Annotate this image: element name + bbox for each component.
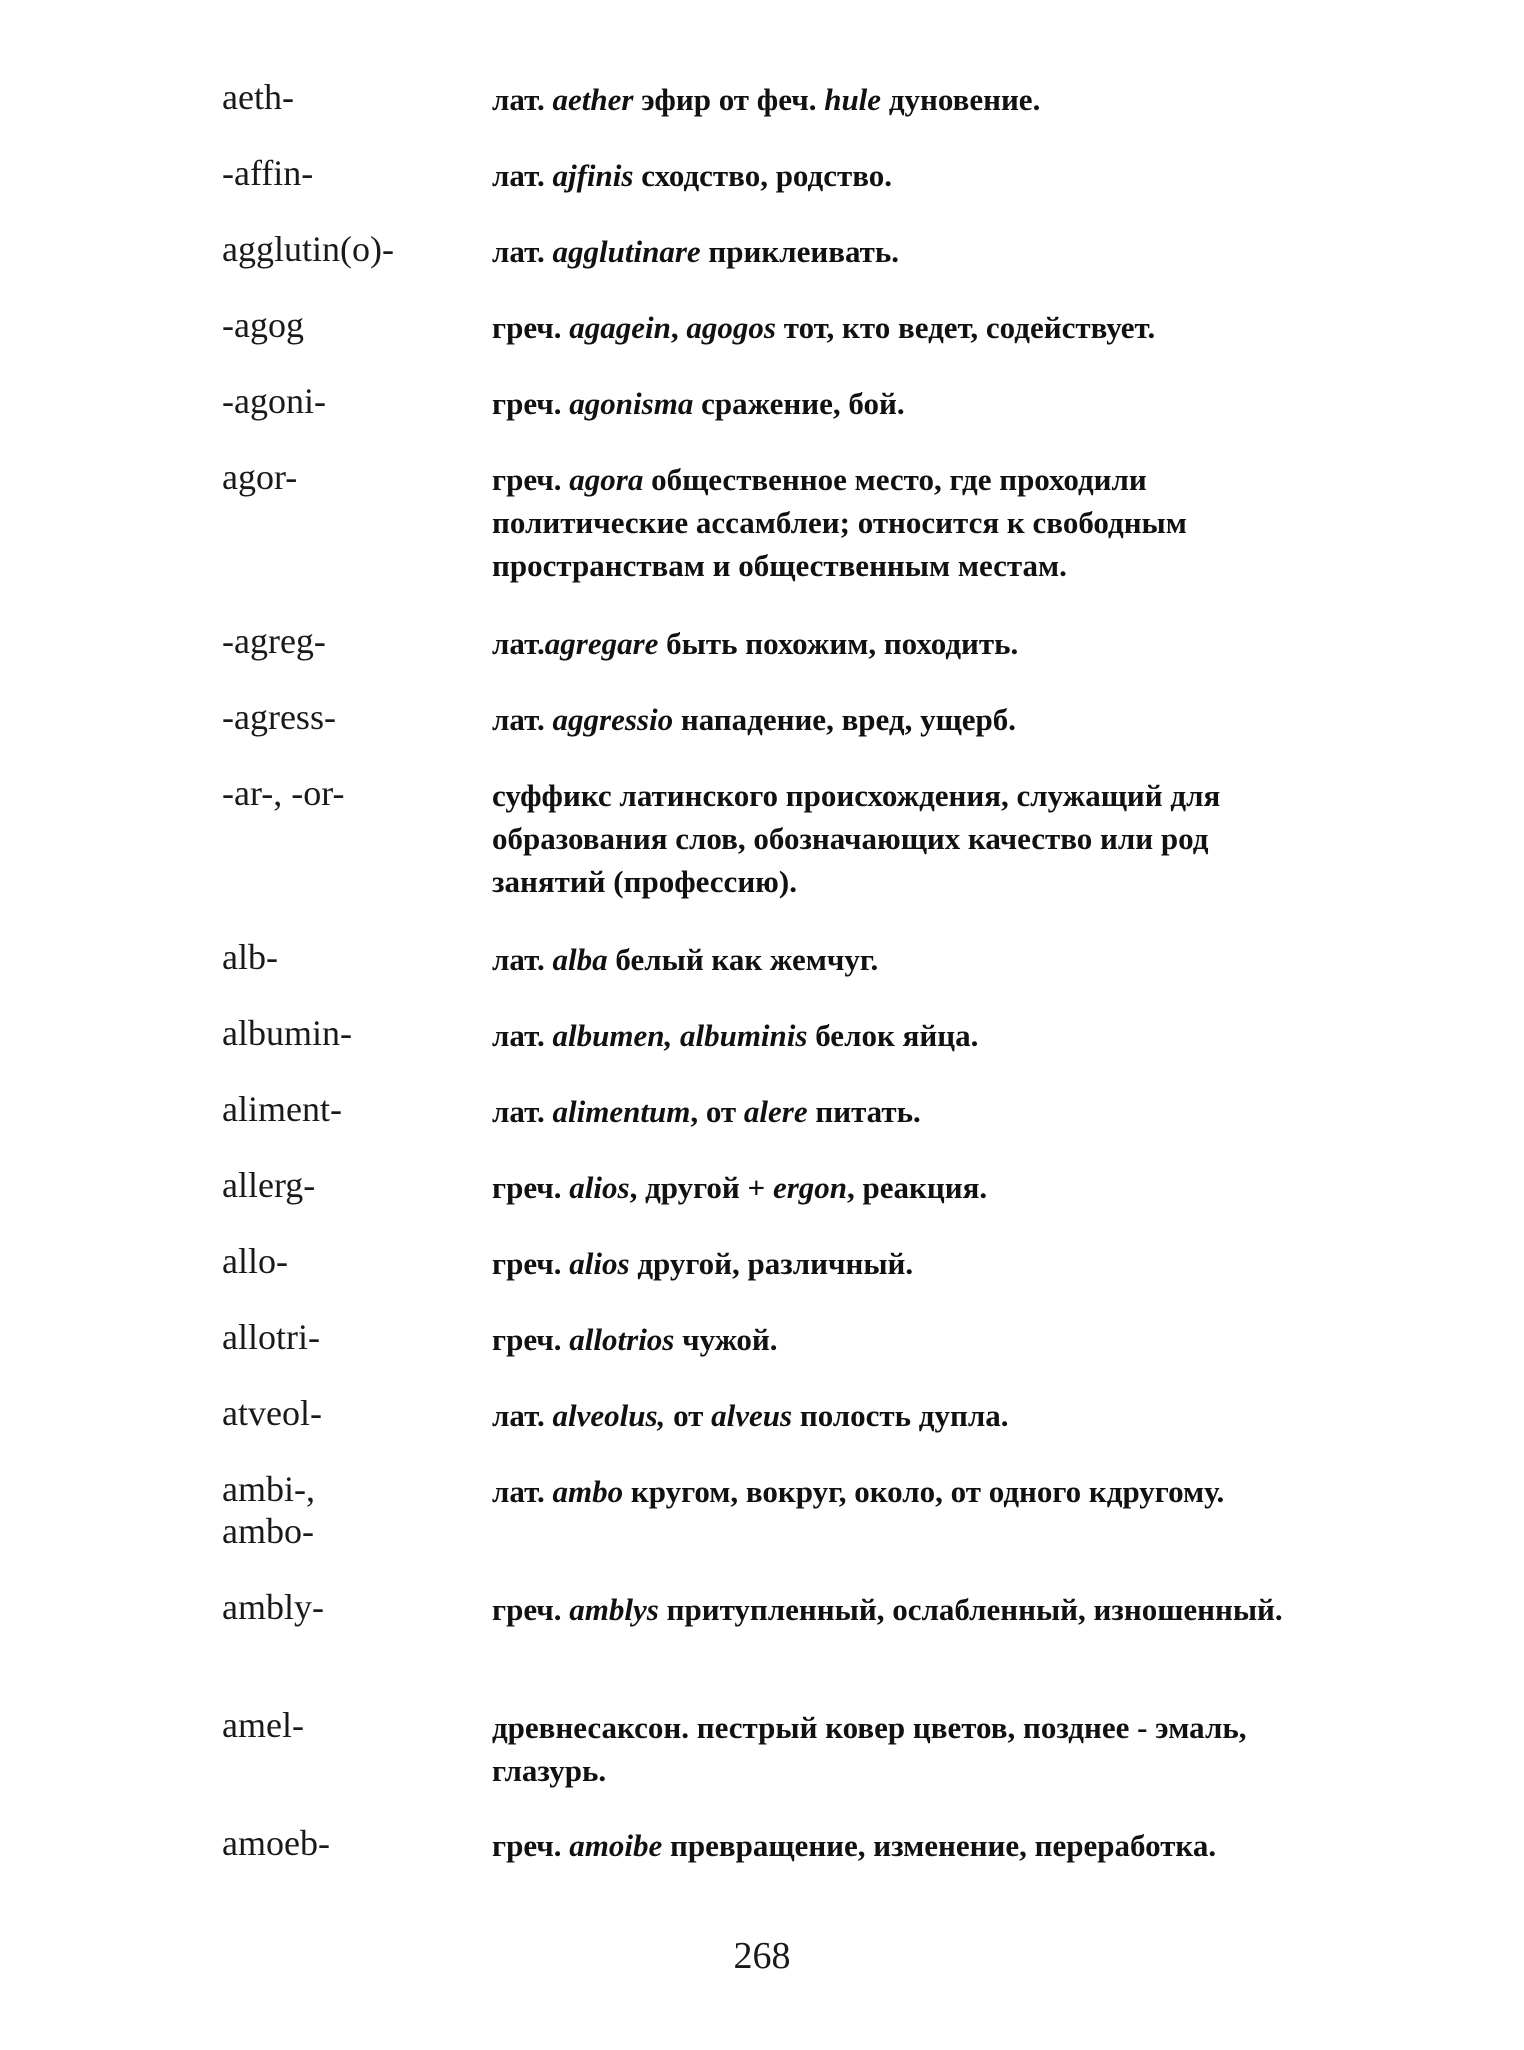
etymon-word: alere	[743, 1094, 808, 1129]
entry-term: amel-	[222, 1705, 304, 1745]
dictionary-entry	[222, 772, 1312, 903]
dictionary-entry	[222, 152, 1312, 197]
entry-term: amoeb-	[222, 1823, 330, 1863]
entry-term: -ar-, -or-	[222, 773, 345, 813]
definition-text: греч.	[492, 1322, 570, 1357]
definition-text: эфир от феч.	[633, 82, 825, 117]
entry-definition	[492, 456, 1312, 587]
entry-definition	[492, 936, 1312, 981]
entry-definition	[492, 228, 1312, 273]
definition-text: ,	[670, 310, 687, 345]
dictionary-entry	[222, 1088, 1312, 1133]
dictionary-entry	[222, 620, 1312, 665]
etymon-word: ajfinis	[552, 158, 634, 193]
etymon-word: hule	[824, 82, 882, 117]
entry-term: allerg-	[222, 1165, 316, 1205]
page-number: 268	[733, 1935, 791, 1977]
definition-text: притупленный, ослабленный, изношенный.	[658, 1592, 1283, 1627]
entry-definition	[492, 1088, 1312, 1133]
dictionary-entry	[222, 380, 1312, 425]
entry-term: -agress-	[222, 697, 336, 737]
definition-text: тот, кто ведет, содействует.	[776, 310, 1156, 345]
definition-text: лат.	[492, 942, 553, 977]
definition-text: от	[665, 1398, 712, 1433]
etymon-word: agregare	[544, 626, 659, 661]
etymon-word: ergon	[772, 1170, 848, 1205]
definition-text: сходство, родство.	[633, 158, 892, 193]
dictionary-entry	[222, 1316, 1312, 1361]
definition-text: приклеивать.	[700, 234, 900, 269]
etymon-word: alveus	[711, 1398, 793, 1433]
entry-definition	[492, 772, 1312, 903]
definition-text: сражение, бой.	[693, 386, 905, 421]
entry-definition	[492, 152, 1312, 197]
entry-term: ambly-	[222, 1587, 324, 1627]
definition-text: другой, различный.	[629, 1246, 914, 1281]
definition-text: чужой.	[674, 1322, 778, 1357]
entry-definition	[492, 1316, 1312, 1361]
definition-text: белый как жемчуг.	[607, 942, 879, 977]
entry-term: ambi-, ambo-	[222, 1469, 315, 1551]
etymon-word: allotrios	[569, 1322, 675, 1357]
definition-text: древнесаксон. пестрый ковер цветов, позднее - эмаль, глазурь.	[492, 1710, 1247, 1788]
etymon-word: agagein	[569, 310, 671, 345]
dictionary-entry	[222, 696, 1312, 741]
entry-term: agglutin(o)-	[222, 229, 394, 269]
entry-definition	[492, 76, 1312, 121]
dictionary-entry	[222, 936, 1312, 981]
etymon-word: alios	[569, 1170, 630, 1205]
etymon-word: alios	[569, 1246, 630, 1281]
entry-term: atveol-	[222, 1393, 322, 1433]
dictionary-entry	[222, 228, 1312, 273]
definition-text: лат.	[492, 82, 553, 117]
entry-term: agor-	[222, 457, 298, 497]
entry-term: alb-	[222, 937, 278, 977]
etymon-word: ambo	[552, 1474, 624, 1509]
dictionary-entry	[222, 1586, 1312, 1631]
entry-term: albumin-	[222, 1013, 352, 1053]
definition-text: превращение, изменение, переработка.	[662, 1828, 1217, 1863]
entry-definition	[492, 1240, 1312, 1285]
definition-text: быть похожим, походить.	[658, 626, 1019, 661]
definition-text: греч.	[492, 1828, 570, 1863]
entry-term: -agreg-	[222, 621, 326, 661]
entry-term: allo-	[222, 1241, 288, 1281]
etymon-word: aether	[552, 82, 634, 117]
definition-text: греч.	[492, 310, 570, 345]
dictionary-entry	[222, 1164, 1312, 1209]
entry-definition	[492, 1012, 1312, 1057]
dictionary-entry	[222, 76, 1312, 121]
etymon-word: agonisma	[569, 386, 694, 421]
definition-text: , реакция.	[847, 1170, 988, 1205]
definition-text: лат.	[492, 1398, 553, 1433]
entry-definition	[492, 1586, 1312, 1631]
definition-text: греч.	[492, 1246, 570, 1281]
etymon-word: aggressio	[552, 702, 674, 737]
definition-text: кругом, вокруг, около, от одного кдругому.	[623, 1474, 1225, 1509]
entry-definition	[492, 1164, 1312, 1209]
definition-text: белок яйца.	[807, 1018, 979, 1053]
definition-text: суффикс латинского происхождения, служащий для образования слов, обозначающих качество или род занятий (профессию).	[492, 778, 1221, 899]
definition-text: лат.	[492, 1474, 553, 1509]
etymon-word: alimentum	[552, 1094, 691, 1129]
entry-definition	[492, 1704, 1312, 1792]
entry-definition	[492, 620, 1312, 665]
entry-term: -agoni-	[222, 381, 326, 421]
entry-term: aeth-	[222, 77, 294, 117]
dictionary-entry	[222, 1468, 1312, 1552]
entry-definition	[492, 1392, 1312, 1437]
definition-text: греч.	[492, 386, 570, 421]
dictionary-entry	[222, 1240, 1312, 1285]
dictionary-entry	[222, 1704, 1312, 1792]
etymon-word: amoibe	[569, 1828, 663, 1863]
definition-text: , другой +	[629, 1170, 773, 1205]
etymon-word: agglutinare	[552, 234, 701, 269]
etymon-word: alveolus,	[552, 1398, 666, 1433]
entry-term: allotri-	[222, 1317, 320, 1357]
entry-term: -agog	[222, 305, 304, 345]
entry-definition	[492, 696, 1312, 741]
etymon-word: alba	[552, 942, 608, 977]
definition-text: лат.	[492, 702, 553, 737]
definition-text: нападение, вред, ущерб.	[673, 702, 1017, 737]
entry-definition	[492, 1468, 1312, 1513]
dictionary-entry	[222, 1392, 1312, 1437]
definition-text: лат.	[492, 626, 545, 661]
definition-text: лат.	[492, 234, 553, 269]
entry-definition	[492, 380, 1312, 425]
definition-text: полость дупла.	[792, 1398, 1009, 1433]
etymon-word: amblys	[569, 1592, 659, 1627]
definition-text: питать.	[807, 1094, 921, 1129]
dictionary-entry	[222, 456, 1312, 587]
entry-term: aliment-	[222, 1089, 342, 1129]
etymon-word: agogos	[686, 310, 776, 345]
definition-text: греч.	[492, 462, 570, 497]
etymon-word: agora	[569, 462, 644, 497]
definition-text: , от	[690, 1094, 744, 1129]
dictionary-entry	[222, 1822, 1312, 1867]
dictionary-entry	[222, 304, 1312, 349]
definition-text: дуновение.	[881, 82, 1041, 117]
entry-definition	[492, 304, 1312, 349]
etymon-word: albumen, albuminis	[552, 1018, 808, 1053]
dictionary-entry	[222, 1012, 1312, 1057]
definition-text: греч.	[492, 1170, 570, 1205]
definition-text: греч.	[492, 1592, 570, 1627]
definition-text: лат.	[492, 1018, 553, 1053]
definition-text: лат.	[492, 158, 553, 193]
entry-term: -affin-	[222, 153, 314, 193]
definition-text: лат.	[492, 1094, 553, 1129]
definition-text: общественное место, где проходили политические ассамблеи; относится к свободным пространствам и общественным местам.	[492, 462, 1187, 583]
entry-definition	[492, 1822, 1312, 1867]
